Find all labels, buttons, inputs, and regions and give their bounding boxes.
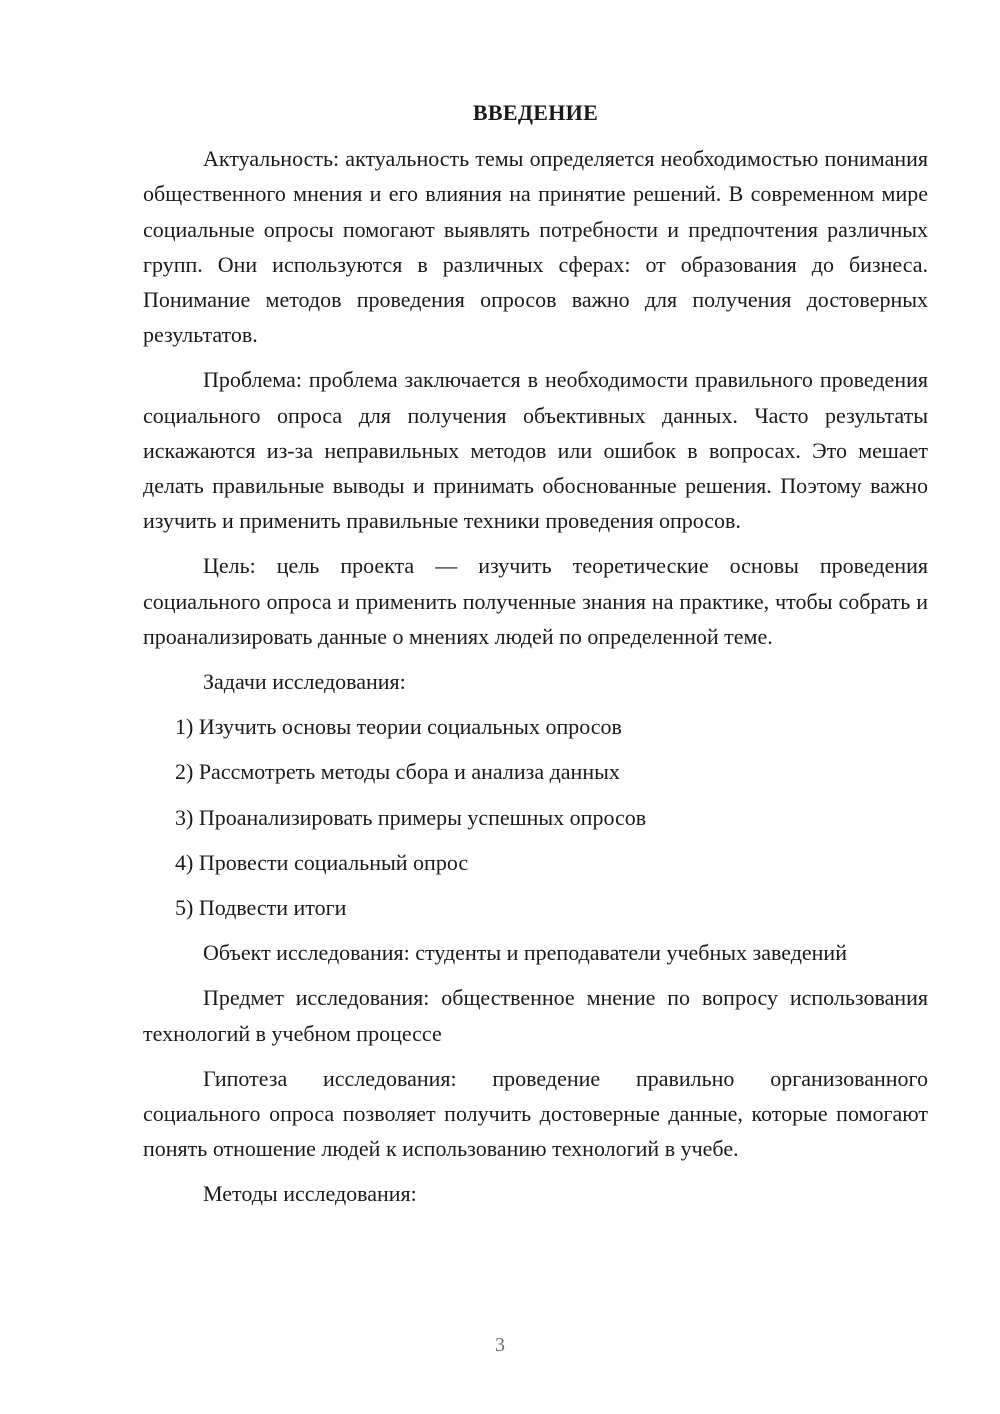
- subject-paragraph: Предмет исследования: общественное мнение по вопросу использования технологий в учебном процессе: [143, 985, 928, 1046]
- section-title: ВВЕДЕНИЕ: [472, 100, 599, 125]
- goal-paragraph: Цель: цель проекта — изучить теоретические основы проведения социального опроса и применить полученные знания на практике, чтобы собрать и проанализировать данные о мнениях людей по определенной теме.: [143, 553, 928, 649]
- page-content: [143, 95, 928, 1222]
- tasks-heading: Задачи исследования:: [203, 669, 406, 695]
- hypothesis-paragraph: Гипотеза исследования: проведение правильно организованного социального опроса позволяет получить достоверные данные, которые помогают понять отношение людей к использованию технологий в учебе.: [143, 1065, 928, 1162]
- object-paragraph: Объект исследования: студенты и преподаватели учебных заведений: [203, 940, 847, 966]
- page-number: 3: [495, 1334, 505, 1356]
- task-item: 3) Проанализировать примеры успешных опросов: [175, 804, 647, 830]
- tasks-list: [143, 709, 928, 925]
- task-item: 5) Подвести итоги: [175, 895, 347, 921]
- task-item: 1) Изучить основы теории социальных опросов: [175, 714, 622, 740]
- problem-paragraph: Проблема: проблема заключается в необходимости правильного проведения социального опроса для получения объективных данных. Часто результаты искажаются из-за неправильных методов или ошибок в вопросах. Это мешает делать правильные выводы и принимать обоснованные решения. Поэтому важно изучить и применить правильные техники проведения опросов.: [143, 367, 928, 534]
- task-item: 4) Провести социальный опрос: [175, 849, 469, 875]
- task-item: 2) Рассмотреть методы сбора и анализа данных: [175, 759, 620, 785]
- relevance-paragraph: Актуальность: актуальность темы определяется необходимостью понимания общественного мнения и его влияния на принятие решений. В современном мире социальные опросы помогают выявлять потребности и предпочтения различных групп. Они используются в различных сферах: от образования до бизнеса. Понимание методов проведения опросов важно для получения достоверных результатов.: [143, 146, 928, 348]
- methods-heading: Методы исследования:: [203, 1181, 417, 1207]
